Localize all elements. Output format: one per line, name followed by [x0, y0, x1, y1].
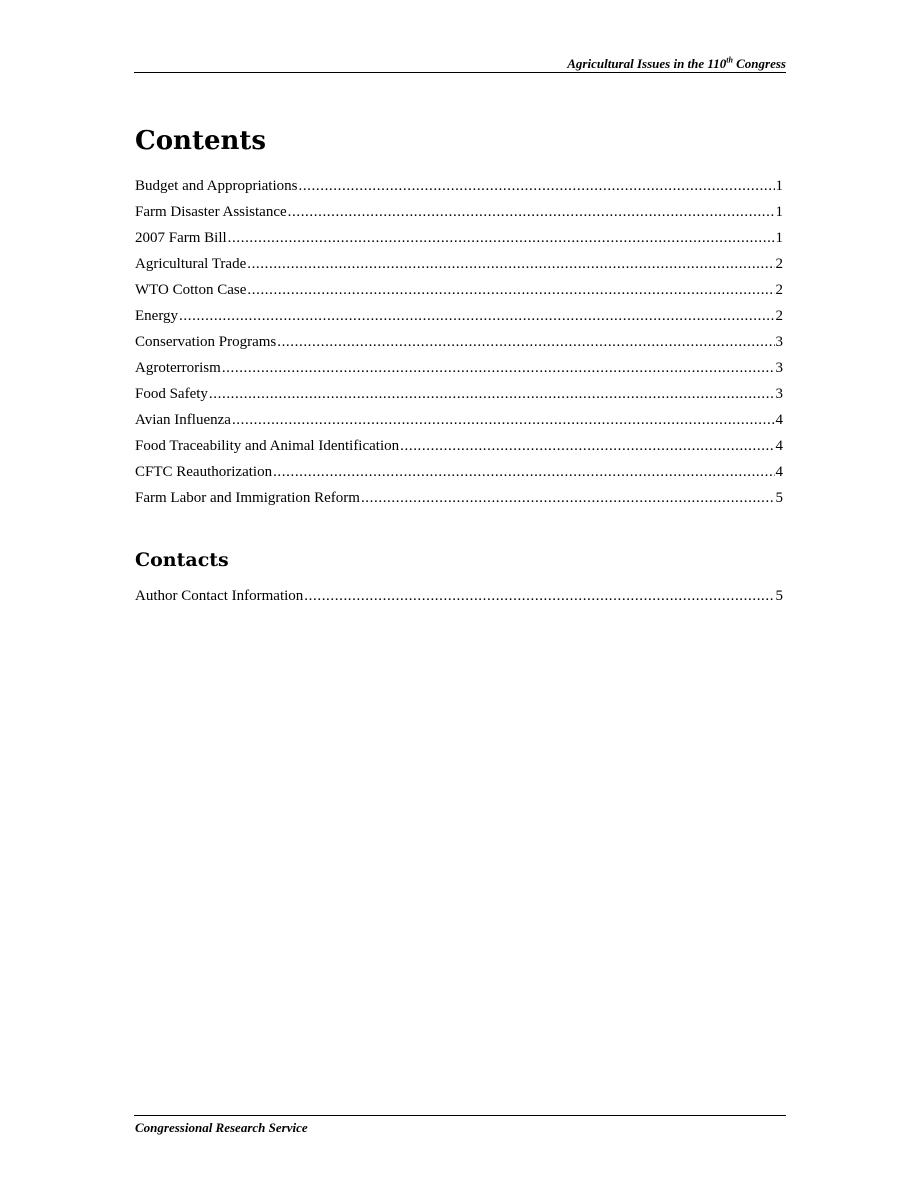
toc-entry-page: 2 — [775, 308, 783, 324]
toc-entry-title: 2007 Farm Bill — [135, 230, 227, 246]
toc-entry[interactable] — [135, 488, 783, 514]
toc-entry-page: 4 — [775, 438, 783, 454]
toc-entry-page: 3 — [775, 334, 783, 350]
toc-entry-title: Energy — [135, 308, 179, 324]
toc-entry[interactable] — [135, 228, 783, 254]
toc-entry-title: Author Contact Information — [135, 588, 304, 604]
toc-entry[interactable] — [135, 332, 783, 358]
toc-dot-leader — [361, 488, 775, 508]
toc-entry[interactable] — [135, 462, 783, 488]
toc-entry[interactable] — [135, 254, 783, 280]
toc-entry-page: 2 — [775, 282, 783, 298]
toc-entry[interactable] — [135, 436, 783, 462]
footer-rule — [134, 1115, 786, 1116]
toc-dot-leader — [298, 176, 774, 196]
toc-dot-leader — [247, 254, 774, 274]
contents-list — [135, 176, 783, 514]
toc-dot-leader — [222, 358, 775, 378]
running-header — [134, 56, 786, 72]
toc-entry-page: 5 — [775, 490, 783, 506]
toc-entry-page: 3 — [775, 360, 783, 376]
toc-entry[interactable] — [135, 384, 783, 410]
toc-entry-title: Budget and Appropriations — [135, 178, 298, 194]
header-rule — [134, 72, 786, 73]
toc-entry-title: CFTC Reauthorization — [135, 464, 273, 480]
toc-dot-leader — [247, 280, 774, 300]
toc-entry[interactable] — [135, 280, 783, 306]
toc-dot-leader — [277, 332, 774, 352]
toc-entry-page: 3 — [775, 386, 783, 402]
toc-entry-title: Farm Disaster Assistance — [135, 204, 287, 220]
toc-entry-page: 1 — [775, 204, 783, 220]
toc-dot-leader — [400, 436, 774, 456]
contacts-list — [135, 586, 783, 612]
toc-entry-title: Farm Labor and Immigration Reform — [135, 490, 360, 506]
toc-entry[interactable] — [135, 176, 783, 202]
toc-dot-leader — [228, 228, 775, 248]
toc-entry[interactable] — [135, 202, 783, 228]
toc-entry-title: Agroterrorism — [135, 360, 221, 376]
toc-dot-leader — [179, 306, 774, 326]
contents-heading: Contents — [135, 126, 267, 156]
toc-entry-title: Conservation Programs — [135, 334, 277, 350]
toc-dot-leader — [304, 586, 774, 606]
toc-entry-title: Food Safety — [135, 386, 208, 402]
toc-entry-page: 5 — [775, 588, 783, 604]
toc-entry[interactable] — [135, 358, 783, 384]
toc-entry-page: 4 — [775, 412, 783, 428]
toc-entry-title: Avian Influenza — [135, 412, 231, 428]
toc-dot-leader — [288, 202, 775, 222]
toc-entry[interactable] — [135, 306, 783, 332]
toc-entry[interactable] — [135, 586, 783, 612]
toc-entry-page: 1 — [775, 178, 783, 194]
toc-entry-page: 4 — [775, 464, 783, 480]
toc-entry-page: 2 — [775, 256, 783, 272]
toc-entry[interactable] — [135, 410, 783, 436]
toc-entry-title: Food Traceability and Animal Identification — [135, 438, 400, 454]
header-title-main: Agricultural Issues in the 110 — [567, 56, 727, 71]
toc-entry-page: 1 — [775, 230, 783, 246]
header-title-superscript: th — [726, 55, 733, 65]
toc-entry-title: Agricultural Trade — [135, 256, 247, 272]
toc-dot-leader — [209, 384, 775, 404]
toc-entry-title: WTO Cotton Case — [135, 282, 247, 298]
header-title-end: Congress — [732, 56, 786, 71]
toc-dot-leader — [232, 410, 775, 430]
toc-dot-leader — [273, 462, 774, 482]
running-footer: Congressional Research Service — [135, 1120, 308, 1135]
contacts-heading: Contacts — [135, 549, 229, 571]
